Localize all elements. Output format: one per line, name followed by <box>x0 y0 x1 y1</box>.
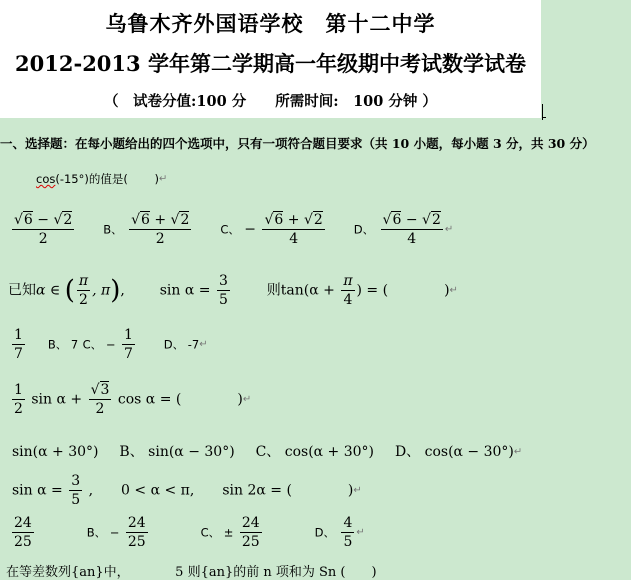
section-title: 一、选择题：在每小题给出的四个选项中，只有一项符合题目要求（共 10 小题，每小题 3 分，共 30 分） <box>0 136 595 151</box>
q1-option-a: $\frac{√6 - √2}{2}$ <box>14 212 73 247</box>
q1-option-c: $\frac{√6 + √2}{4}$ <box>264 212 323 247</box>
exam-info: （ 试卷分值:100 分 所需时间: 100 分钟 ） <box>104 93 437 110</box>
q5-option-d: D、 cos(α − 30°) <box>394 444 514 460</box>
q2-stem: 已知α ∈ ( $\frac{\pi}{2}$ , π), sin α = $\frac{3}{5}$ 则tan(α + $\frac{\pi}{4}$ ) = ( )↵ <box>8 273 458 308</box>
q8-stem-partial: 在等差数列{an}中， 5 则{an}的前 n 项和为 Sn ( ) <box>6 565 377 580</box>
q4-stem: $\frac{1}{2}$ sin α + $\frac{√3}{2}$ cos α = ( )↵ <box>14 382 252 417</box>
q5-option-c: C、 cos(α + 30°) <box>255 444 375 460</box>
exam-title: 2012-2013 学年第二学期高一年级期中考试数学试卷 <box>15 51 526 76</box>
text-cursor-tick <box>542 117 546 118</box>
q3-options: $\frac{1}{7}$ B、 7 C、 − $\frac{1}{7}$ D、 -7↵ <box>14 327 208 362</box>
q1-label-b: B、 <box>103 222 123 237</box>
q1-label-c: C、 <box>220 222 240 237</box>
q5-option-b: B、 sin(α − 30°) <box>119 444 235 460</box>
q1-option-b: $\frac{√6 + √2}{2}$ <box>131 212 190 247</box>
q1-option-d: $\frac{√6 - √2}{4}$ <box>382 212 441 247</box>
q7-options: $\frac{24}{25}$ B、 − $\frac{24}{25}$ C、 ± $\frac{24}{25}$ D、 $\frac{4}{5}$ ↵ <box>14 515 365 550</box>
exam-header <box>0 0 541 118</box>
q6-stem: sin α = $\frac{3}{5}$ , 0 < α < π, sin 2α = ( )↵ <box>12 473 362 508</box>
q5-options: sin(α + 30°) B、 sin(α − 30°) C、 cos(α + 30°) D、 cos(α − 30°)↵ <box>12 444 523 460</box>
q1-label-d: D、 <box>353 222 375 237</box>
q1-options: $\frac{√6 - √2}{2}$ B、 $\frac{√6 + √2}{2}$ C、 − $\frac{√6 + √2}{4}$ D、 $\frac{√6 - √2}{4}$ ↵ <box>14 212 454 247</box>
q5-option-a: sin(α + 30°) <box>12 444 99 460</box>
q1-stem: cos(-15°)的值是( )↵ <box>36 172 168 186</box>
school-name: 乌鲁木齐外国语学校 第十二中学 <box>105 11 436 36</box>
